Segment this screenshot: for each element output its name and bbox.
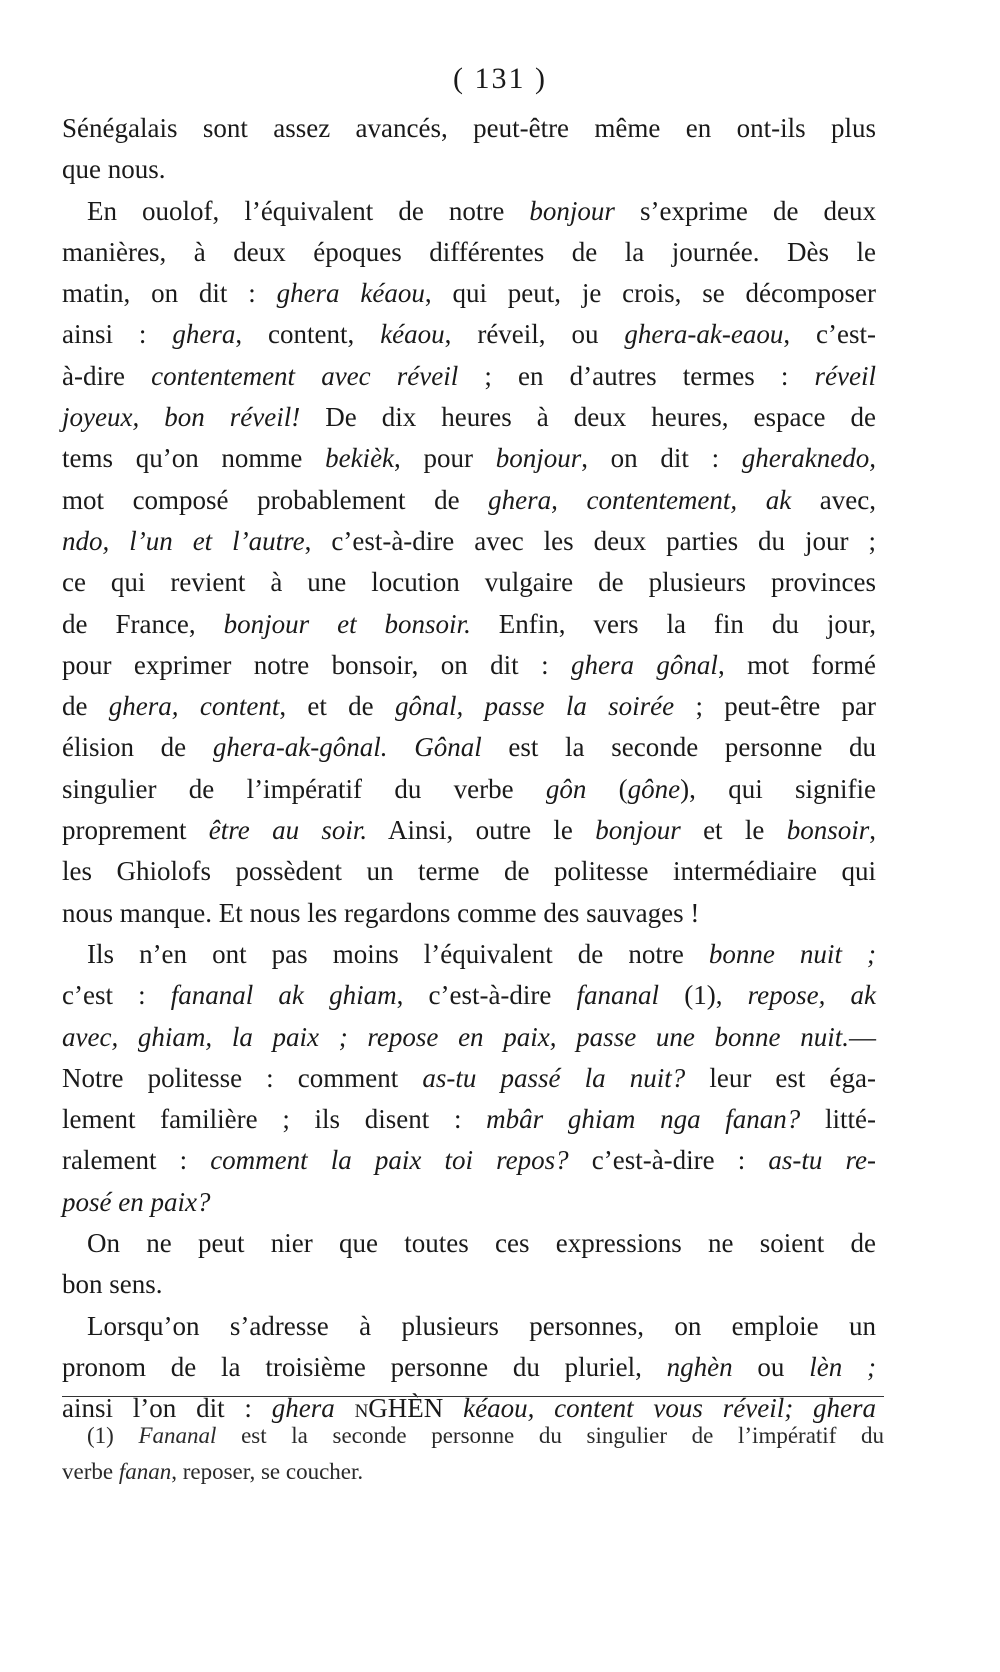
- text-run: , pour: [394, 443, 496, 474]
- text-run: litté-: [800, 1104, 877, 1135]
- text-line: [62, 397, 876, 438]
- text-run: , reposer, se coucher.: [171, 1459, 364, 1484]
- body-text: [62, 108, 876, 1430]
- text-run: (1),: [659, 980, 748, 1011]
- text-run: mot composé probablement de: [62, 484, 489, 515]
- text-line: [62, 1058, 876, 1099]
- text-run: De dix heures à deux heures, espace de: [300, 402, 877, 433]
- text-run: verbe: [62, 1459, 119, 1484]
- italic-text: bonjour: [529, 195, 615, 226]
- text-run: nous manque. Et nous les regardons comme des sauvages !: [62, 897, 700, 928]
- text-run: est la seconde personne du singulier de l’impératif du: [216, 1423, 884, 1448]
- text-run: est la seconde personne du: [481, 732, 876, 763]
- italic-text: être au soir.: [208, 815, 368, 846]
- italic-text: gônal, passe la soirée: [394, 691, 675, 722]
- text-run: leur est éga-: [685, 1062, 876, 1093]
- text-line: [62, 727, 876, 768]
- text-run: manières, à deux époques différentes de la journée. Dès le: [62, 236, 876, 267]
- text-line: [62, 851, 876, 892]
- text-run: pour exprimer notre bonsoir, on dit :: [62, 649, 572, 680]
- text-line: [62, 645, 876, 686]
- italic-text: bonjour: [595, 815, 681, 846]
- italic-text: fananal ak ghiam: [170, 980, 397, 1011]
- text-run: ), qui signifie: [680, 773, 876, 804]
- text-run: ralement :: [62, 1145, 211, 1176]
- text-run: à-dire: [62, 360, 152, 391]
- text-run: que nous.: [62, 154, 166, 185]
- italic-text: joyeux, bon réveil!: [62, 402, 301, 433]
- text-line: [62, 1223, 876, 1264]
- text-run: ainsi l’on dit :: [62, 1393, 272, 1424]
- text-run: s’exprime de deux: [614, 195, 876, 226]
- italic-text: ghera-ak-gônal. Gônal: [212, 732, 482, 763]
- text-run: proprement: [62, 815, 209, 846]
- italic-text: gheraknedo,: [741, 443, 876, 474]
- text-line: [62, 810, 876, 851]
- text-run: —: [849, 1021, 876, 1052]
- italic-text: gône: [627, 773, 681, 804]
- text-run: lement familière ; ils disent :: [62, 1104, 487, 1135]
- text-run: En ouolof, l’équivalent de notre: [87, 195, 530, 226]
- text-line: [62, 1264, 876, 1305]
- text-line: [62, 1140, 876, 1181]
- footnote-line: [62, 1454, 884, 1490]
- text-run: pronom de la troisième personne du pluriel,: [62, 1351, 667, 1382]
- text-run: c’est :: [62, 980, 171, 1011]
- italic-text: ghera gônal: [571, 649, 718, 680]
- text-run: ,: [869, 815, 876, 846]
- text-line: [62, 1306, 876, 1347]
- italic-text: kéaou, content vous réveil; ghera: [443, 1393, 876, 1424]
- text-run: , et de: [279, 691, 395, 722]
- italic-text: ghera: [271, 1393, 355, 1424]
- text-line: [62, 1099, 876, 1140]
- text-line: [62, 314, 876, 355]
- text-run: , c’est-à-dire avec les deux parties du jour ;: [304, 525, 876, 556]
- italic-text: fananal: [576, 980, 660, 1011]
- italic-text: as-tu re-: [768, 1145, 877, 1176]
- text-run: , c’est-: [783, 319, 876, 350]
- italic-text: Fananal: [138, 1423, 217, 1448]
- text-line: [62, 893, 876, 934]
- italic-text: ghera: [172, 319, 236, 350]
- italic-text: réveil: [814, 360, 876, 391]
- text-run: (1): [87, 1423, 139, 1448]
- text-line: [62, 686, 876, 727]
- text-line: [62, 149, 876, 190]
- text-run: bon sens.: [62, 1269, 163, 1300]
- text-run: , c’est-à-dire: [396, 980, 577, 1011]
- italic-text: bonjour et bonsoir.: [223, 608, 471, 639]
- text-line: [62, 975, 876, 1016]
- text-line: [62, 1017, 876, 1058]
- italic-text: avec, ghiam, la paix ; repose en paix, passe une bonne nuit.: [62, 1021, 849, 1052]
- text-line: [62, 232, 876, 273]
- italic-text: lèn ;: [809, 1351, 876, 1382]
- page-number: ( 131 ): [453, 62, 547, 95]
- italic-text: ndo, l’un et l’autre: [62, 525, 305, 556]
- italic-text: as-tu passé la nuit?: [422, 1062, 686, 1093]
- text-line: [62, 438, 876, 479]
- italic-text: posé en paix?: [62, 1186, 211, 1217]
- italic-text: ghera, content: [108, 691, 280, 722]
- text-run: avec,: [791, 484, 876, 515]
- text-line: [62, 934, 876, 975]
- text-run: de France,: [62, 608, 224, 639]
- italic-text: contentement avec réveil: [151, 360, 459, 391]
- text-run: , réveil, ou: [444, 319, 625, 350]
- footnote-rule: [62, 1396, 884, 1397]
- text-run: ; peut-être par: [674, 691, 876, 722]
- text-run: tems qu’on nomme: [62, 443, 326, 474]
- text-run: c’est-à-dire :: [568, 1145, 769, 1176]
- text-run: matin, on dit :: [62, 278, 277, 309]
- text-run: de: [62, 691, 109, 722]
- footnote-line: [62, 1418, 884, 1454]
- italic-text: mbâr ghiam nga fanan?: [486, 1104, 801, 1135]
- italic-text: ghera, contentement, ak: [488, 484, 792, 515]
- text-run: Enfin, vers la fin du jour,: [470, 608, 876, 639]
- italic-text: bonjour: [495, 443, 582, 474]
- text-line: [62, 521, 876, 562]
- text-run: , mot formé: [717, 649, 876, 680]
- text-run: , content,: [235, 319, 381, 350]
- text-line: [62, 604, 876, 645]
- text-line: [62, 191, 876, 232]
- text-run: ; en d’autres termes :: [458, 360, 815, 391]
- italic-text: gôn: [545, 773, 587, 804]
- text-line: [62, 108, 876, 149]
- italic-text: bonne nuit ;: [708, 938, 876, 969]
- text-run: , on dit :: [581, 443, 742, 474]
- italic-text: ghera-ak-eaou: [624, 319, 784, 350]
- footnote: [62, 1418, 884, 1490]
- text-line: [62, 356, 876, 397]
- italic-text: repose, ak: [747, 980, 876, 1011]
- text-run: singulier de l’impératif du verbe: [62, 773, 546, 804]
- text-line: [62, 480, 876, 521]
- text-line: [62, 1182, 876, 1223]
- text-line: [62, 562, 876, 603]
- text-run: et le: [680, 815, 787, 846]
- text-line: [62, 769, 876, 810]
- italic-text: ghera kéaou: [276, 278, 425, 309]
- text-line: [62, 1347, 876, 1388]
- text-run: Notre politesse : comment: [62, 1062, 423, 1093]
- text-run: les Ghiolofs possèdent un terme de politesse intermédiaire qui: [62, 856, 876, 887]
- text-run: ainsi :: [62, 319, 173, 350]
- text-run: On ne peut nier que toutes ces expressions ne soient de: [87, 1228, 876, 1259]
- italic-text: bekièk: [325, 443, 395, 474]
- text-run: nGHÈN: [354, 1393, 444, 1424]
- text-run: , qui peut, je crois, se décomposer: [424, 278, 876, 309]
- text-run: Sénégalais sont assez avancés, peut-être même en ont-ils plus: [62, 113, 876, 143]
- italic-text: bonsoir: [786, 815, 870, 846]
- text-run: Lorsqu’on s’adresse à plusieurs personnes, on emploie un: [87, 1310, 876, 1341]
- text-line: [62, 273, 876, 314]
- italic-text: kéaou: [380, 319, 445, 350]
- text-run: ou: [732, 1351, 810, 1382]
- italic-text: nghèn: [666, 1351, 733, 1382]
- text-run: élision de: [62, 732, 213, 763]
- text-run: (: [586, 773, 628, 804]
- text-run: Ils n’en ont pas moins l’équivalent de notre: [87, 938, 709, 969]
- text-run: ce qui revient à une locution vulgaire de plusieurs provinces: [62, 567, 876, 598]
- italic-text: comment la paix toi repos?: [210, 1145, 569, 1176]
- italic-text: fanan: [118, 1459, 172, 1484]
- text-run: Ainsi, outre le: [367, 815, 596, 846]
